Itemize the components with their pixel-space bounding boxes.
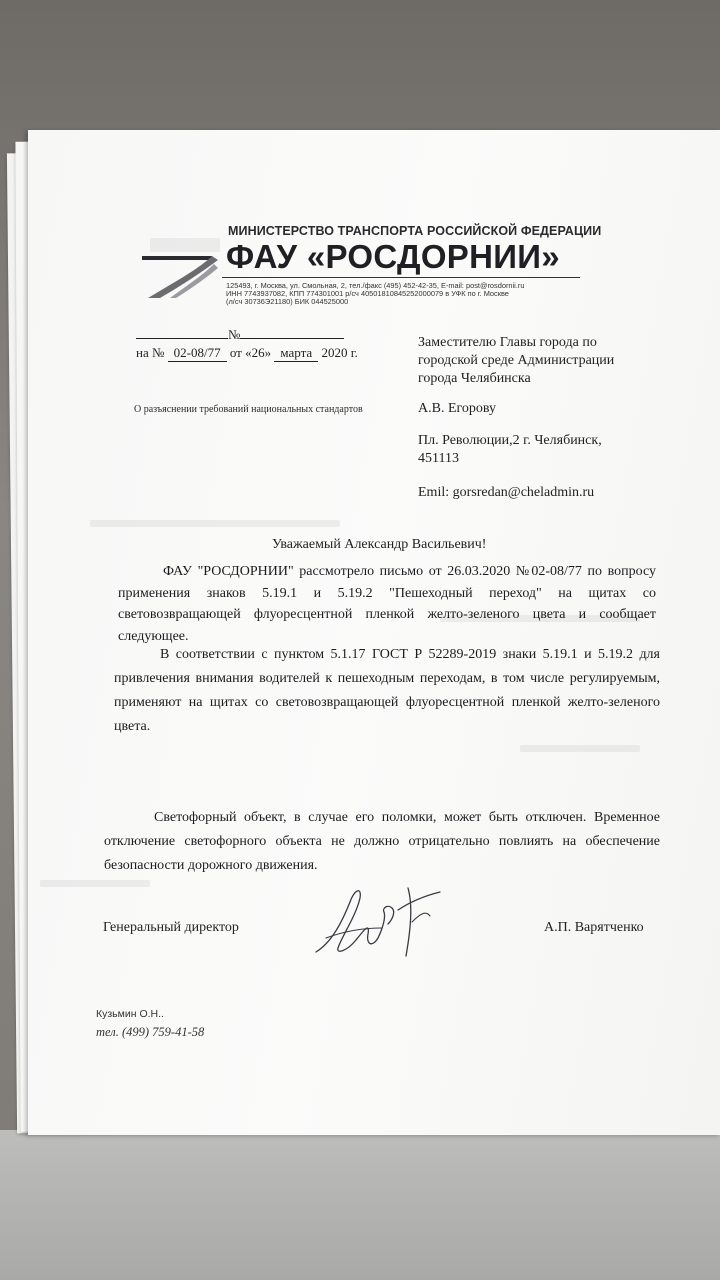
letter-subject: О разъяснении требований национальных стандартов xyxy=(134,404,363,415)
org-address: 125493, г. Москва, ул. Смольная, 2, тел./факс (495) 452-42-35, E-mail: post@rosdornii.ru xyxy=(226,281,525,290)
executor-name: Кузьмин О.Н.. xyxy=(96,1008,164,1020)
reply-date-month: марта xyxy=(274,345,318,362)
recipient-address-line: 451113 xyxy=(418,451,459,466)
signatory-title: Генеральный директор xyxy=(103,920,239,935)
show-through xyxy=(40,880,150,887)
recipient-email: Emil: gorsredan@cheladmin.ru xyxy=(418,485,595,500)
recipient-position-line: городской среде Администрации xyxy=(418,353,615,368)
reply-date-year: 2020 г. xyxy=(321,345,358,360)
body-paragraph: В соответствии с пунктом 5.1.17 ГОСТ Р 52289-2019 знаки 5.19.1 и 5.19.2 для привлечения внимания водителей к пешеходным переходам, в том числе регулируемым, применяют на щитах со световозвращающей флуоресцентной пленкой желто-зеленого цвета. xyxy=(114,647,660,734)
signatory-name: А.П. Варятченко xyxy=(544,920,644,935)
recipient-position-line: Заместителю Главы города по xyxy=(418,335,597,350)
show-through xyxy=(90,520,340,527)
body-paragraph: Светофорный объект, в случае его поломки, может быть отключен. Временное отключение светофорного объекта не должно отрицательно повлиять на обеспечение безопасности дорожного движения. xyxy=(104,810,660,873)
letterhead-divider xyxy=(222,277,580,278)
body-paragraph: ФАУ "РОСДОРНИИ" рассмотрело письмо от 26.03.2020 №02-08/77 по вопросу применения знаков 5.19.1 и 5.19.2 "Пешеходный переход" на щитах со световозвращающей флуоресцентной пленкой желто-зеленого цвета и сообщает следующее. xyxy=(118,564,656,644)
number-label: № xyxy=(228,327,241,342)
reply-number: 02-08/77 xyxy=(168,345,227,362)
ministry-name: МИНИСТЕРСТВО ТРАНСПОРТА РОССИЙСКОЙ ФЕДЕРАЦИИ xyxy=(228,224,602,238)
reply-reference-line xyxy=(136,345,358,362)
reply-date-day: от «26» xyxy=(229,345,272,360)
org-bank-details: ИНН 7743937082, КПП 774301001 р/сч 40501810845252000079 в УФК по г. Москве xyxy=(226,289,509,298)
recipient-position-line: города Челябинска xyxy=(418,371,531,386)
handwritten-signature-icon xyxy=(312,882,452,958)
salutation: Уважаемый Александр Васильевич! xyxy=(272,537,487,552)
desk-surface xyxy=(0,1130,720,1280)
rosdornii-logo-icon xyxy=(140,246,224,302)
executor-phone: тел. (499) 759-41-58 xyxy=(96,1025,205,1039)
show-through xyxy=(520,745,640,752)
reply-prefix: на № xyxy=(136,345,165,360)
org-bank-details: (л/сч 30736Э21180) БИК 044525000 xyxy=(226,297,349,306)
recipient-address-line: Пл. Революции,2 г. Челябинск, xyxy=(418,433,602,448)
organization-name: ФАУ «РОСДОРНИИ» xyxy=(226,238,560,275)
recipient-name: А.В. Егорову xyxy=(418,401,497,416)
outgoing-number-line xyxy=(136,326,344,343)
